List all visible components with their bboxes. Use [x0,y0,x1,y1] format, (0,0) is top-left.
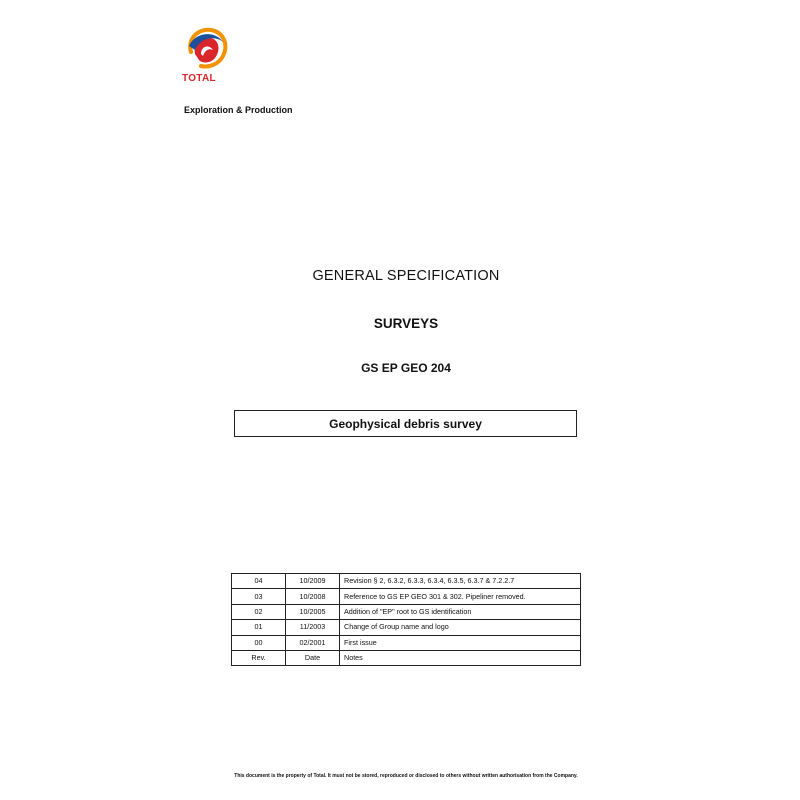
notes-cell: Addition of "EP" root to GS identification [340,604,581,619]
date-cell: 02/2001 [286,635,340,650]
rev-cell: 02 [232,604,286,619]
notes-cell: Revision § 2, 6.3.2, 6.3.3, 6.3.4, 6.3.5, 6.3.7 & 7.2.2.7 [340,574,581,589]
table-row [232,620,581,635]
date-cell: 11/2003 [286,620,340,635]
table-row [232,589,581,604]
rev-cell: 00 [232,635,286,650]
document-reference: GS EP GEO 204 [361,361,451,375]
document-type: GENERAL SPECIFICATION [312,268,500,284]
date-cell: 10/2008 [286,589,340,604]
confidentiality-notice: This document is the property of Total. It must not be stored, reproduced or disclosed to others without written authorisation from the Company. [234,773,578,779]
table-row [232,635,581,650]
division-name: Exploration & Production [184,105,293,115]
document-subject: Geophysical debris survey [329,416,482,431]
table-row [232,574,581,589]
notes-cell: Reference to GS EP GEO 301 & 302. Pipeliner removed. [340,589,581,604]
table-row [232,604,581,619]
notes-cell: Change of Group name and logo [340,620,581,635]
rev-cell: 03 [232,589,286,604]
rev-cell: 04 [232,574,286,589]
date-cell: 10/2009 [286,574,340,589]
revision-table [231,573,581,666]
date-cell: 10/2005 [286,604,340,619]
table-header-row [232,650,581,665]
date-header: Date [286,650,340,665]
logo-wordmark: TOTAL [182,73,216,84]
notes-header: Notes [340,650,581,665]
notes-cell: First issue [340,635,581,650]
document-title: SURVEYS [373,316,439,331]
rev-header: Rev. [232,650,286,665]
subject-box [234,410,577,437]
rev-cell: 01 [232,620,286,635]
